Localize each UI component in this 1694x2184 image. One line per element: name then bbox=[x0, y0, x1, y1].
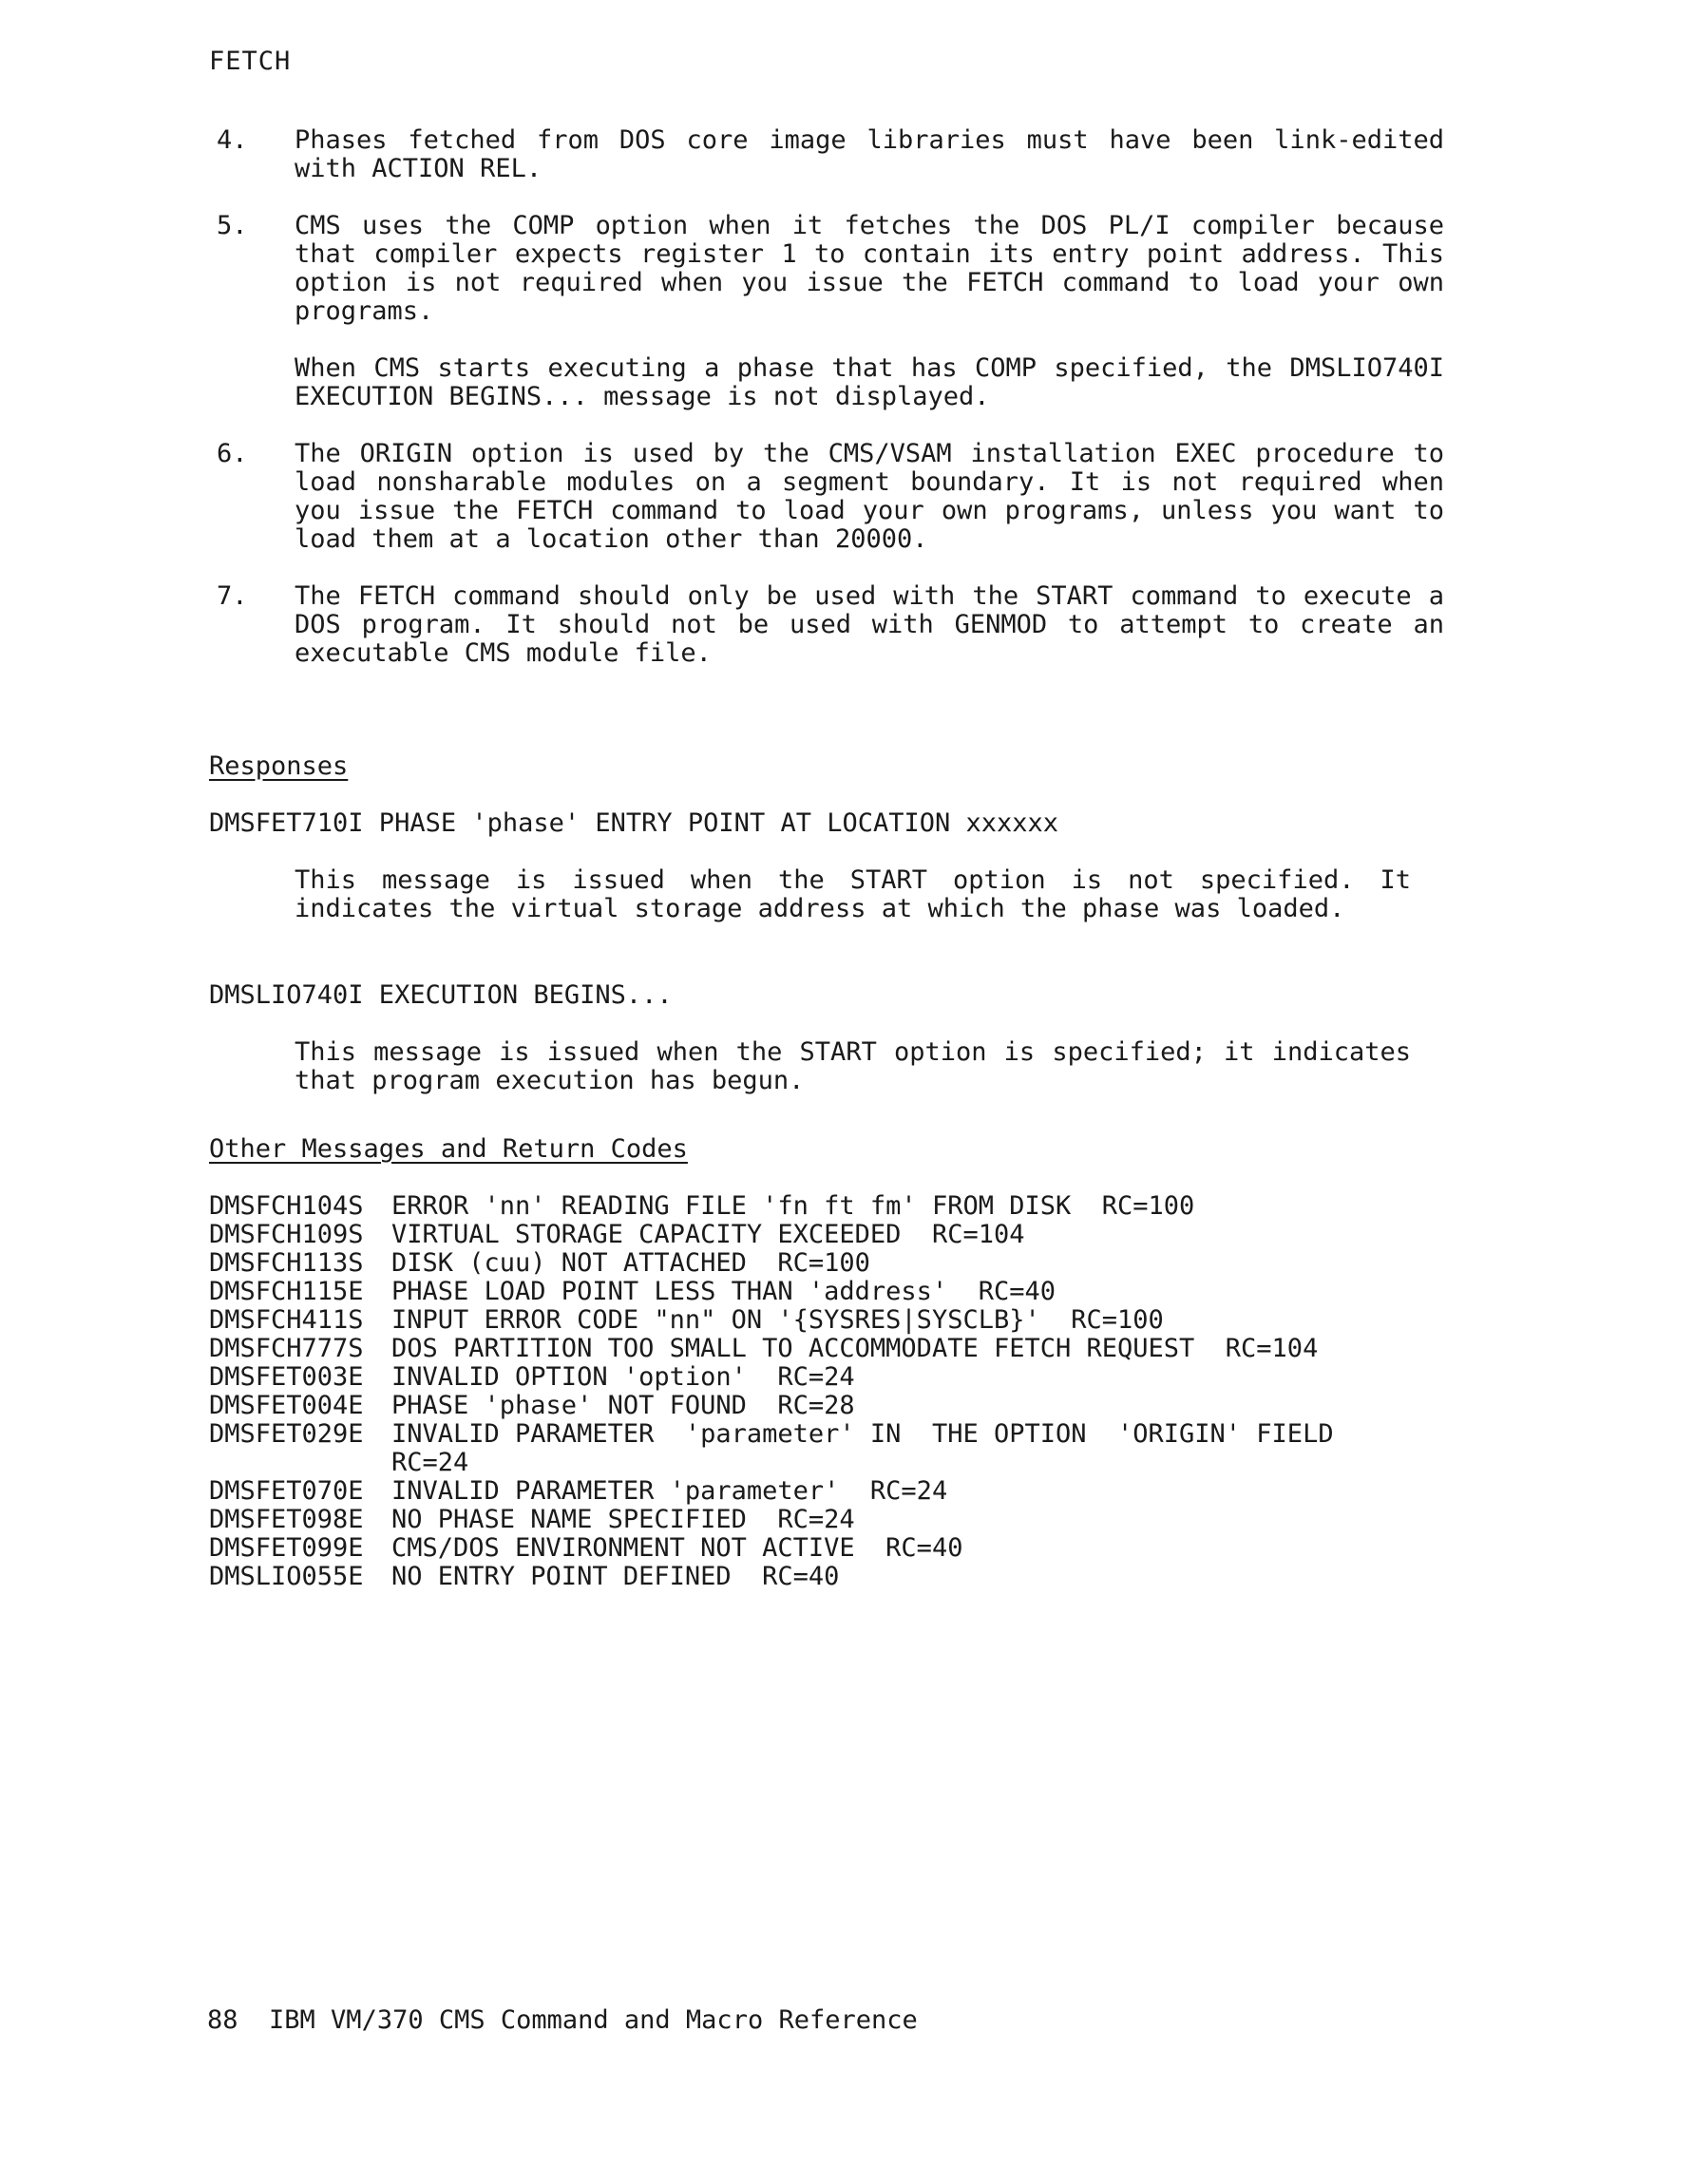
message-code: DMSFET099E bbox=[209, 1533, 364, 1563]
note-number: 6. bbox=[217, 439, 248, 468]
message-code: DMSFET070E bbox=[209, 1476, 364, 1506]
response-message-description: This message is issued when the START option is specified; it indicates that program execution has begun. bbox=[295, 1037, 1411, 1095]
note-item bbox=[209, 582, 1444, 668]
message-code: DMSFET003E bbox=[209, 1362, 364, 1392]
message-text: DISK (cuu) NOT ATTACHED RC=100 bbox=[391, 1248, 870, 1278]
responses-heading: Responses bbox=[209, 751, 349, 781]
message-code: DMSFET029E bbox=[209, 1419, 364, 1449]
note-text: The ORIGIN option is used by the CMS/VSAM installation EXEC procedure to load nonsharable modules on a segment boundary. It is not required when you issue the FETCH command to load your own programs, unless you want to load them at a location other than 20000. bbox=[295, 439, 1444, 554]
message-code: DMSFET004E bbox=[209, 1391, 364, 1420]
message-text: NO PHASE NAME SPECIFIED RC=24 bbox=[391, 1505, 855, 1534]
note-number: 7. bbox=[217, 581, 248, 611]
message-code: DMSFCH411S bbox=[209, 1305, 364, 1335]
message-text: DOS PARTITION TOO SMALL TO ACCOMMODATE FETCH REQUEST RC=104 bbox=[391, 1334, 1319, 1363]
message-code-row bbox=[209, 1335, 1473, 1363]
running-header: FETCH bbox=[209, 47, 292, 76]
other-messages-heading: Other Messages and Return Codes bbox=[209, 1134, 688, 1164]
note-text: The FETCH command should only be used with the START command to execute a DOS program. It should not be used with GENMOD to attempt to create an executable CMS module file. bbox=[295, 581, 1444, 668]
message-text: INPUT ERROR CODE "nn" ON '{SYSRES|SYSCLB}' RC=100 bbox=[391, 1305, 1164, 1335]
footer-title: IBM VM/370 CMS Command and Macro Reference bbox=[269, 2005, 918, 2035]
page-number: 88 bbox=[207, 2005, 238, 2035]
message-code: DMSFCH104S bbox=[209, 1191, 364, 1221]
response-message-id: DMSLIO740I EXECUTION BEGINS... bbox=[209, 980, 673, 1010]
message-code-row bbox=[209, 1506, 1473, 1534]
note-text: Phases fetched from DOS core image libraries must have been link-edited with ACTION REL. bbox=[295, 125, 1444, 183]
message-code-row bbox=[209, 1420, 1473, 1449]
message-text: INVALID OPTION 'option' RC=24 bbox=[391, 1362, 855, 1392]
message-text: PHASE LOAD POINT LESS THAN 'address' RC=40 bbox=[391, 1277, 1056, 1306]
note-item bbox=[209, 126, 1444, 183]
response-message-description: This message is issued when the START option is not specified. It indicates the virtual storage address at which the phase was loaded. bbox=[295, 865, 1411, 923]
message-code: DMSFCH113S bbox=[209, 1248, 364, 1278]
message-code: DMSFCH777S bbox=[209, 1334, 364, 1363]
note-item bbox=[209, 212, 1444, 411]
message-text: CMS/DOS ENVIRONMENT NOT ACTIVE RC=40 bbox=[391, 1533, 963, 1563]
response-message-id: DMSFET710I PHASE 'phase' ENTRY POINT AT LOCATION xxxxxx bbox=[209, 808, 1059, 838]
message-code-row bbox=[209, 1363, 1473, 1392]
message-text: NO ENTRY POINT DEFINED RC=40 bbox=[391, 1562, 840, 1591]
page-footer bbox=[207, 2006, 918, 2035]
message-code bbox=[209, 1449, 391, 1477]
usage-notes bbox=[209, 126, 1444, 696]
message-code-row bbox=[209, 1392, 1473, 1420]
message-code: DMSLIO055E bbox=[209, 1562, 364, 1591]
note-text: When CMS starts executing a phase that has COMP specified, the DMSLIO740I EXECUTION BEGINS... message is not displayed. bbox=[295, 353, 1444, 411]
message-text: VIRTUAL STORAGE CAPACITY EXCEEDED RC=104 bbox=[391, 1220, 1025, 1249]
message-code-row bbox=[209, 1278, 1473, 1306]
message-text: INVALID PARAMETER 'parameter' IN THE OPTION 'ORIGIN' FIELD bbox=[391, 1419, 1334, 1449]
message-text: ERROR 'nn' READING FILE 'fn ft fm' FROM DISK RC=100 bbox=[391, 1191, 1195, 1221]
note-number: 4. bbox=[217, 125, 248, 155]
message-code: DMSFET098E bbox=[209, 1505, 364, 1534]
message-code-row bbox=[209, 1449, 1473, 1477]
message-code: DMSFCH109S bbox=[209, 1220, 364, 1249]
message-text: PHASE 'phase' NOT FOUND RC=28 bbox=[391, 1391, 855, 1420]
message-code: DMSFCH115E bbox=[209, 1277, 364, 1306]
message-code-row bbox=[209, 1534, 1473, 1563]
message-code-row bbox=[209, 1563, 1473, 1591]
message-code-row bbox=[209, 1221, 1473, 1249]
message-code-list bbox=[209, 1192, 1473, 1591]
message-text: RC=24 bbox=[391, 1448, 469, 1477]
message-code-row bbox=[209, 1477, 1473, 1506]
note-item bbox=[209, 440, 1444, 554]
note-text: CMS uses the COMP option when it fetches the DOS PL/I compiler because that compiler expects register 1 to contain its entry point address. This option is not required when you issue the FETCH command to load your own programs. bbox=[295, 211, 1444, 326]
message-code-row bbox=[209, 1192, 1473, 1221]
message-code-row bbox=[209, 1249, 1473, 1278]
message-text: INVALID PARAMETER 'parameter' RC=24 bbox=[391, 1476, 948, 1506]
note-number: 5. bbox=[217, 211, 248, 240]
message-code-row bbox=[209, 1306, 1473, 1335]
